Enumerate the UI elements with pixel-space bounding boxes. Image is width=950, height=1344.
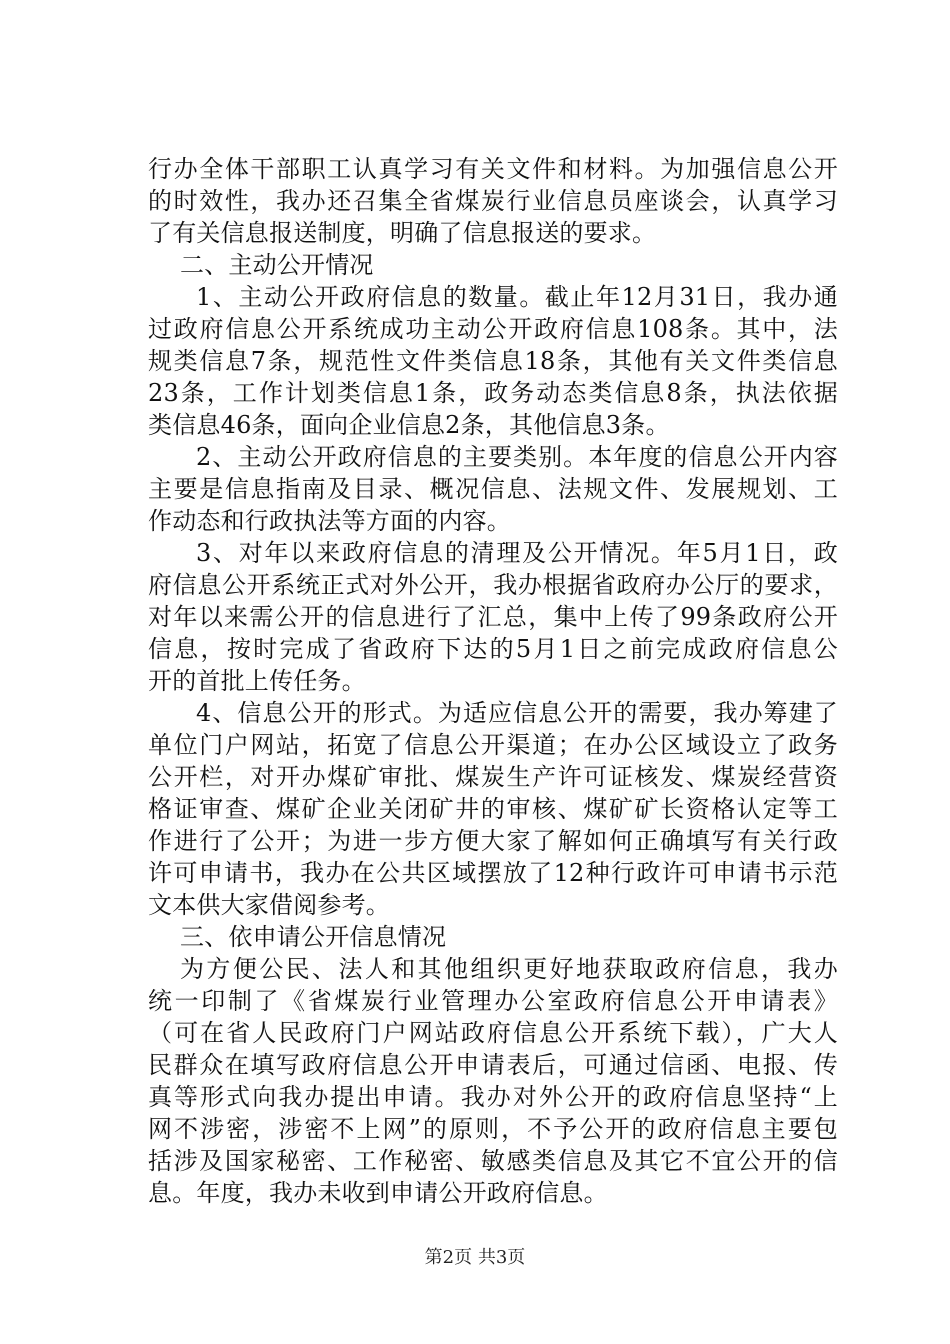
paragraph-line: 府信息公开系统正式对外公开，我办根据省政府办公厅的要求， <box>148 571 838 599</box>
paragraph-line: 的时效性，我办还召集全省煤炭行业信息员座谈会，认真学习 <box>148 187 838 215</box>
paragraph-line: 民群众在填写政府信息公开申请表后，可通过信函、电报、传 <box>148 1051 838 1079</box>
paragraph-line: 真等形式向我办提出申请。我办对外公开的政府信息坚持“上 <box>148 1083 838 1111</box>
paragraph-line: 4、信息公开的形式。为适应信息公开的需要，我办筹建了 <box>196 699 838 727</box>
paragraph-line: 类信息46条，面向企业信息2条，其他信息3条。 <box>148 411 670 439</box>
paragraph-line: 行办全体干部职工认真学习有关文件和材料。为加强信息公开 <box>148 155 838 183</box>
paragraph-line: 3、对年以来政府信息的清理及公开情况。年5月1日，政 <box>196 539 838 567</box>
page-number-footer: 第2页 共3页 <box>424 1247 526 1268</box>
paragraph-line: 公开栏，对开办煤矿审批、煤炭生产许可证核发、煤炭经营资 <box>148 763 838 791</box>
paragraph-line: 过政府信息公开系统成功主动公开政府信息108条。其中，法 <box>148 315 838 343</box>
paragraph-line: 主要是信息指南及目录、概况信息、法规文件、发展规划、工 <box>148 475 838 503</box>
paragraph-line: 开的首批上传任务。 <box>148 667 366 695</box>
paragraph-line: （可在省人民政府门户网站政府信息公开系统下载），广大人 <box>148 1019 838 1047</box>
section-heading: 二、主动公开情况 <box>180 251 374 279</box>
section-heading: 三、依申请公开信息情况 <box>180 923 447 951</box>
paragraph-line: 为方便公民、法人和其他组织更好地获取政府信息，我办 <box>180 955 838 983</box>
paragraph-line: 网不涉密，涉密不上网”的原则，不予公开的政府信息主要包 <box>148 1115 838 1143</box>
paragraph-line: 格证审查、煤矿企业关闭矿井的审核、煤矿矿长资格认定等工 <box>148 795 838 823</box>
paragraph-line: 了有关信息报送制度，明确了信息报送的要求。 <box>148 219 657 247</box>
paragraph-line: 许可申请书，我办在公共区域摆放了12种行政许可申请书示范 <box>148 859 838 887</box>
paragraph-line: 文本供大家借阅参考。 <box>148 891 390 919</box>
paragraph-line: 1、主动公开政府信息的数量。截止年12月31日，我办通 <box>196 283 838 311</box>
paragraph-line: 作动态和行政执法等方面的内容。 <box>148 507 511 535</box>
paragraph-line: 息。年度，我办未收到申请公开政府信息。 <box>148 1179 608 1207</box>
document-body <box>148 153 838 1209</box>
paragraph-line: 统一印制了《省煤炭行业管理办公室政府信息公开申请表》 <box>148 987 838 1015</box>
paragraph-line: 信息，按时完成了省政府下达的5月1日之前完成政府信息公 <box>148 635 838 663</box>
paragraph-line: 2、主动公开政府信息的主要类别。本年度的信息公开内容 <box>196 443 838 471</box>
paragraph-line: 单位门户网站，拓宽了信息公开渠道；在办公区域设立了政务 <box>148 731 838 759</box>
paragraph-line: 对年以来需公开的信息进行了汇总，集中上传了99条政府公开 <box>148 603 838 631</box>
paragraph-line: 规类信息7条，规范性文件类信息18条，其他有关文件类信息 <box>148 347 838 375</box>
paragraph-line: 23条，工作计划类信息1条，政务动态类信息8条，执法依据 <box>148 379 838 407</box>
paragraph-line: 括涉及国家秘密、工作秘密、敏感类信息及其它不宜公开的信 <box>148 1147 838 1175</box>
paragraph-line: 作进行了公开；为进一步方便大家了解如何正确填写有关行政 <box>148 827 838 855</box>
